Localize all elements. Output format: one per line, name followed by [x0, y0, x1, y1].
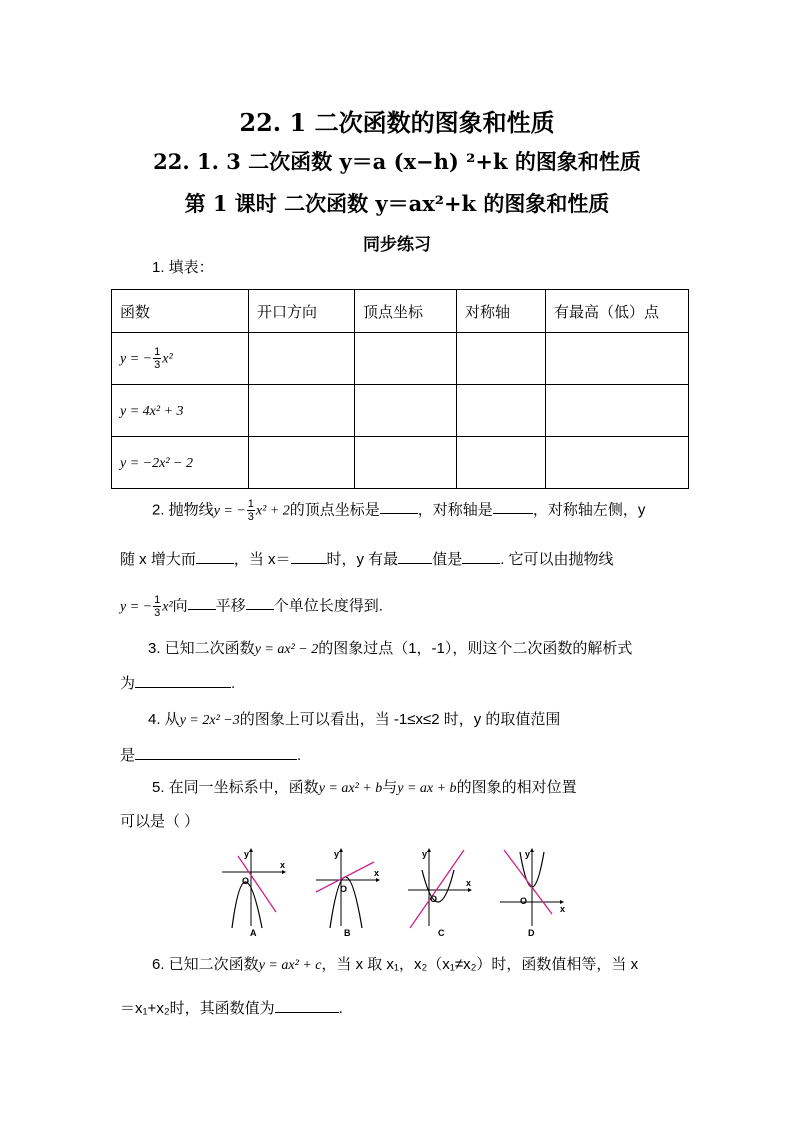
q4-line2: 是 . — [120, 747, 302, 764]
q3-line1: 3. 已知二次函数y = ax² − 2的图象过点（1，-1），则这个二次函数的解析式 — [148, 640, 633, 657]
table-row — [112, 437, 689, 489]
q4-line1: 4. 从y = 2x² −3的图象上可以看出，当 -1≤x≤2 时，y 的取值范围 — [148, 711, 561, 728]
answer-cell[interactable] — [355, 333, 457, 385]
answer-cell[interactable] — [355, 385, 457, 437]
table-header-cell: 有最高（低）点 — [546, 290, 689, 333]
x-label: x — [560, 904, 566, 914]
graph-a[interactable] — [218, 846, 290, 938]
q6-line2: ＝x₁+x₂时，其函数值为 . — [120, 1000, 343, 1017]
q6-line1: 6. 已知二次函数y = ax² + c，当 x 取 x₁，x₂（x₁≠x₂）时，函数值相等，当 x — [152, 956, 639, 973]
answer-blank[interactable] — [135, 673, 231, 688]
answer-cell[interactable] — [249, 333, 355, 385]
q1-label: 1. 填表： — [152, 259, 214, 276]
answer-cell[interactable] — [457, 333, 546, 385]
origin-label: O — [340, 884, 348, 894]
practice-heading: 同步练习 — [363, 235, 431, 255]
answer-blank[interactable] — [135, 745, 297, 760]
table-row — [112, 333, 689, 385]
answer-blank[interactable] — [196, 549, 234, 564]
x-label: x — [466, 878, 472, 888]
function-expr: y = −2x² − 2 — [120, 455, 193, 471]
q2-line3: y = − $\frac{1}{3}$ x²向 平移 个单位长度得到. — [120, 594, 383, 619]
function-cell — [112, 437, 249, 489]
table-row — [112, 385, 689, 437]
answer-cell[interactable] — [546, 333, 689, 385]
function-cell — [112, 385, 249, 437]
q2-line2: 随 x 增大而 ，当 x＝ 时，y 有最 值是 . 它可以由抛物线 — [120, 551, 614, 568]
answer-blank[interactable] — [291, 549, 327, 564]
answer-blank[interactable] — [398, 549, 432, 564]
page-title: 22. 1 二次函数的图象和性质 — [239, 108, 555, 137]
origin-label: O — [430, 894, 438, 904]
option-b-label: B — [344, 928, 351, 938]
fill-table — [111, 289, 689, 489]
answer-blank[interactable] — [462, 549, 500, 564]
lesson-title: 第 1 课时 二次函数 y＝ax²+k 的图象和性质 — [184, 191, 610, 216]
function-expr: y = 4x² + 3 — [120, 403, 184, 419]
answer-blank[interactable] — [380, 499, 418, 514]
table-header-cell: 对称轴 — [457, 290, 546, 333]
section-subtitle: 22. 1. 3 二次函数 y＝a (x−h) ²+k 的图象和性质 — [153, 149, 641, 174]
q3-line2: 为 . — [120, 675, 236, 692]
answer-cell[interactable] — [546, 385, 689, 437]
y-label: y — [422, 849, 428, 859]
graph-c[interactable] — [404, 846, 476, 938]
answer-blank[interactable] — [275, 998, 339, 1013]
answer-cell[interactable] — [546, 437, 689, 489]
origin-label: O — [520, 896, 528, 906]
option-c-label: C — [438, 928, 445, 938]
straight-line — [410, 850, 464, 928]
answer-blank[interactable] — [246, 595, 274, 610]
origin-label: O — [242, 876, 250, 886]
answer-cell[interactable] — [457, 385, 546, 437]
table-header-cell: 函数 — [112, 290, 249, 333]
parabola — [232, 882, 262, 928]
y-label: y — [525, 849, 531, 859]
answer-blank[interactable] — [493, 499, 533, 514]
graph-b[interactable] — [312, 846, 384, 938]
answer-cell[interactable] — [249, 385, 355, 437]
q5-line1: 5. 在同一坐标系中，函数y = ax² + b与y = ax + b的图象的相对位置 — [152, 779, 577, 796]
option-d-label: D — [528, 928, 535, 938]
q2-line1: 2. 抛物线y = − $\frac{1}{3}$ x² + 2的顶点坐标是 ，对称轴是 ，对称轴左侧，y — [152, 498, 646, 523]
x-label: x — [374, 868, 380, 878]
graph-d[interactable] — [496, 846, 568, 938]
function-expr: y = − — [120, 351, 153, 367]
function-cell: y = − $\frac{1}{3}$ x² — [112, 333, 249, 385]
option-a-label: A — [250, 928, 257, 938]
straight-line — [504, 850, 552, 914]
parabola — [422, 870, 454, 902]
answer-blank[interactable] — [188, 595, 216, 610]
fraction: $\frac{1}{3}$ — [154, 346, 161, 371]
y-label: y — [334, 849, 340, 859]
table-header-row — [112, 290, 689, 333]
x-label: x — [280, 860, 286, 870]
answer-cell[interactable] — [457, 437, 546, 489]
y-label: y — [244, 849, 250, 859]
q5-line2: 可以是（ ） — [120, 813, 200, 830]
table-header-cell: 开口方向 — [249, 290, 355, 333]
answer-cell[interactable] — [355, 437, 457, 489]
table-header-cell: 顶点坐标 — [355, 290, 457, 333]
answer-cell[interactable] — [249, 437, 355, 489]
